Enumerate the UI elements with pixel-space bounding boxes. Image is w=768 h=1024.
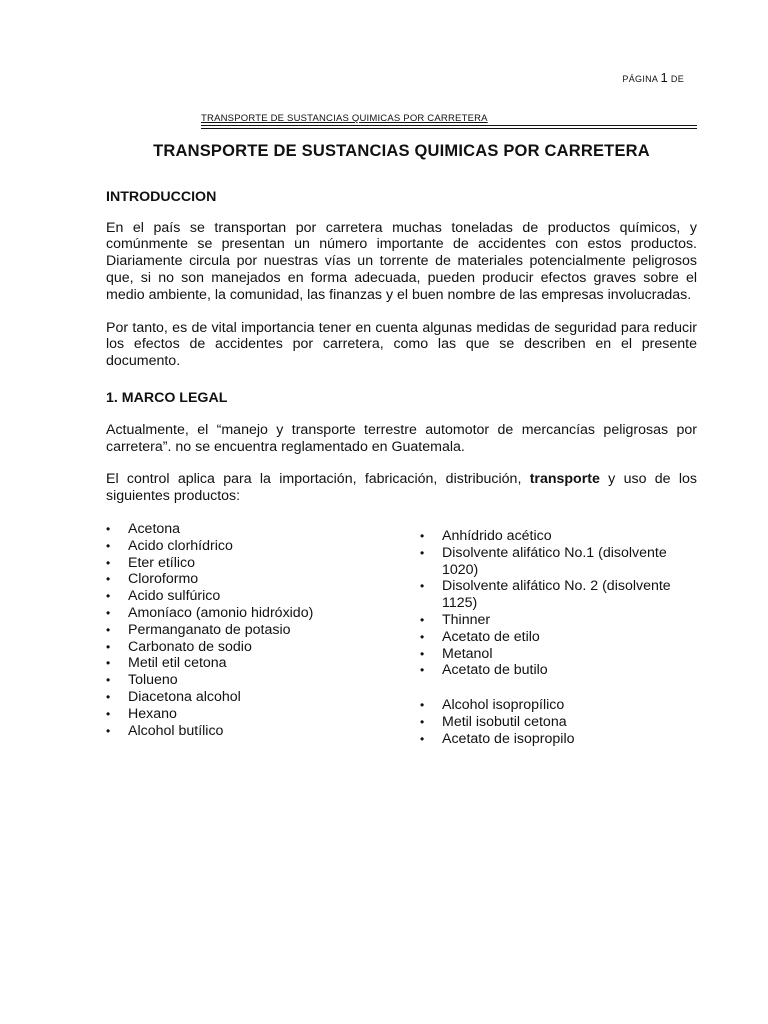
page-label: PÁGINA <box>622 74 658 84</box>
list-item: • Permanganato de potasio <box>106 622 420 639</box>
marco-legal-heading: 1. MARCO LEGAL <box>106 389 228 406</box>
list-item: • Eter etílico <box>106 555 420 572</box>
products-column-right <box>420 528 697 748</box>
list-item: • Acetato de butilo <box>420 662 697 679</box>
intro-heading: INTRODUCCION <box>106 188 217 205</box>
page-current: 1 <box>660 70 669 85</box>
paragraph-text-before: El control aplica para la importación, fabricación, distribución, <box>106 471 530 488</box>
list-item: • Diacetona alcohol <box>106 689 420 706</box>
products-lists <box>106 521 697 748</box>
list-item: • Acido clorhídrico <box>106 538 420 555</box>
paragraph-text-after: y uso de los siguientes productos: <box>106 471 697 505</box>
paragraph-bold-term: transporte <box>529 471 600 488</box>
running-header <box>201 113 697 126</box>
list-item: • Alcohol isopropílico <box>420 697 697 714</box>
products-list-right-a <box>420 528 697 679</box>
list-item: • Acido sulfúrico <box>106 588 420 605</box>
list-item: • Anhídrido acético <box>420 528 697 545</box>
running-header-text: TRANSPORTE DE SUSTANCIAS QUIMICAS POR CARRETERA <box>201 113 488 124</box>
document-body <box>106 140 697 748</box>
list-item: • Carbonato de sodio <box>106 639 420 656</box>
list-item: • Disolvente alifático No. 2 (disolvente 1125) <box>420 578 697 612</box>
list-item: • Acetato de isopropilo <box>420 731 697 748</box>
list-item: • Metil isobutil cetona <box>420 714 697 731</box>
list-item: • Alcohol butílico <box>106 723 420 740</box>
products-list-right-b <box>420 697 697 747</box>
list-item: • Amoníaco (amonio hidróxido) <box>106 605 420 622</box>
list-item: • Metanol <box>420 646 697 663</box>
list-item: • Disolvente alifático No.1 (disolvente 1020) <box>420 545 697 579</box>
list-item: • Tolueno <box>106 672 420 689</box>
marco-legal-paragraph-2 <box>106 471 697 505</box>
page-number <box>622 70 684 85</box>
list-item: • Acetato de etilo <box>420 629 697 646</box>
list-item: • Metil etil cetona <box>106 655 420 672</box>
list-item: • Thinner <box>420 612 697 629</box>
list-item: • Hexano <box>106 706 420 723</box>
list-item: • Cloroformo <box>106 571 420 588</box>
marco-legal-paragraph-1: Actualmente, el “manejo y transporte terrestre automotor de mercancías peligrosas por carretera”. no se encuentra reglamentado en Guatemala. <box>106 421 697 455</box>
list-item: • Acetona <box>106 521 420 538</box>
intro-paragraph-2: Por tanto, es de vital importancia tener en cuenta algunas medidas de seguridad para reducir los efectos de accidentes por carretera, como las que se describen en el presente documento. <box>106 319 697 370</box>
intro-paragraph-1: En el país se transportan por carretera muchas toneladas de productos químicos, y comúnmente se presentan un número importante de accidentes con estos productos. Diariamente circula por nuestras vías un torrente de materiales potencialmente peligrosos que, si no son manejados en forma adecuada, pueden producir efectos graves sobre el medio ambiente, la comunidad, las finanzas y el buen nombre de las empresas involucradas. <box>106 219 697 303</box>
products-list-left <box>106 521 420 748</box>
document-title: TRANSPORTE DE SUSTANCIAS QUIMICAS POR CARRETERA <box>153 142 650 160</box>
page-suffix: DE <box>670 74 684 84</box>
